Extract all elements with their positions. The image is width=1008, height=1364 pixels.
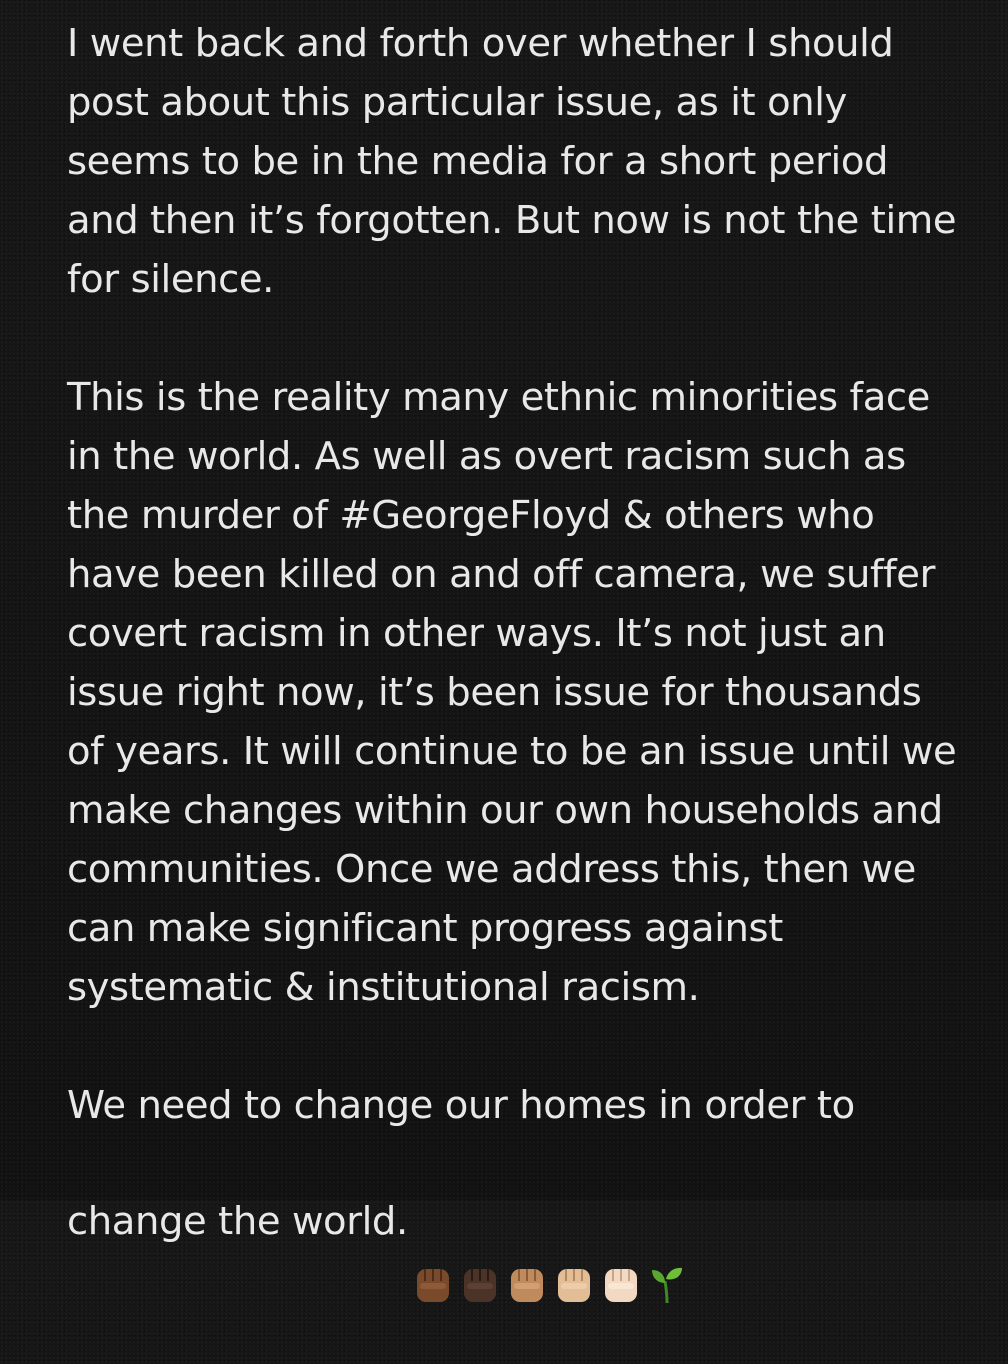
paragraph-reality: This is the reality many ethnic minorities face in the world. As well as overt racism such as the murder of #GeorgeFloyd & others who have been killed on and off camera, we suffer covert racism in other ways. It’s not just an issue right now, it’s been issue for thousands of years. It will continue to be an issue until we make changes within our own households and communities. Once we address this, then we can make significant progress against systematic & institutional racism.: [67, 375, 957, 1010]
raised-fist-dark-skin-icon: [461, 1206, 499, 1246]
paragraph-closing: [67, 1076, 967, 1253]
paragraph-intro: I went back and forth over whether I should post about this particular issue, as it only seems to be in the media for a short period and then it’s forgotten. But now is not the time for silence.: [67, 21, 957, 302]
raised-fist-medium-skin-icon: [508, 1206, 546, 1246]
raised-fist-light-skin-icon: [602, 1206, 640, 1246]
emoji-row: [414, 1135, 685, 1253]
paragraph-closing-text: We need to change our homes in order to change the world.: [67, 1083, 855, 1244]
raised-fist-medium-dark-skin-icon: [414, 1206, 452, 1246]
note-body: [67, 14, 967, 1253]
raised-fist-medium-light-skin-icon: [555, 1206, 593, 1246]
seedling-icon: [649, 1206, 685, 1246]
